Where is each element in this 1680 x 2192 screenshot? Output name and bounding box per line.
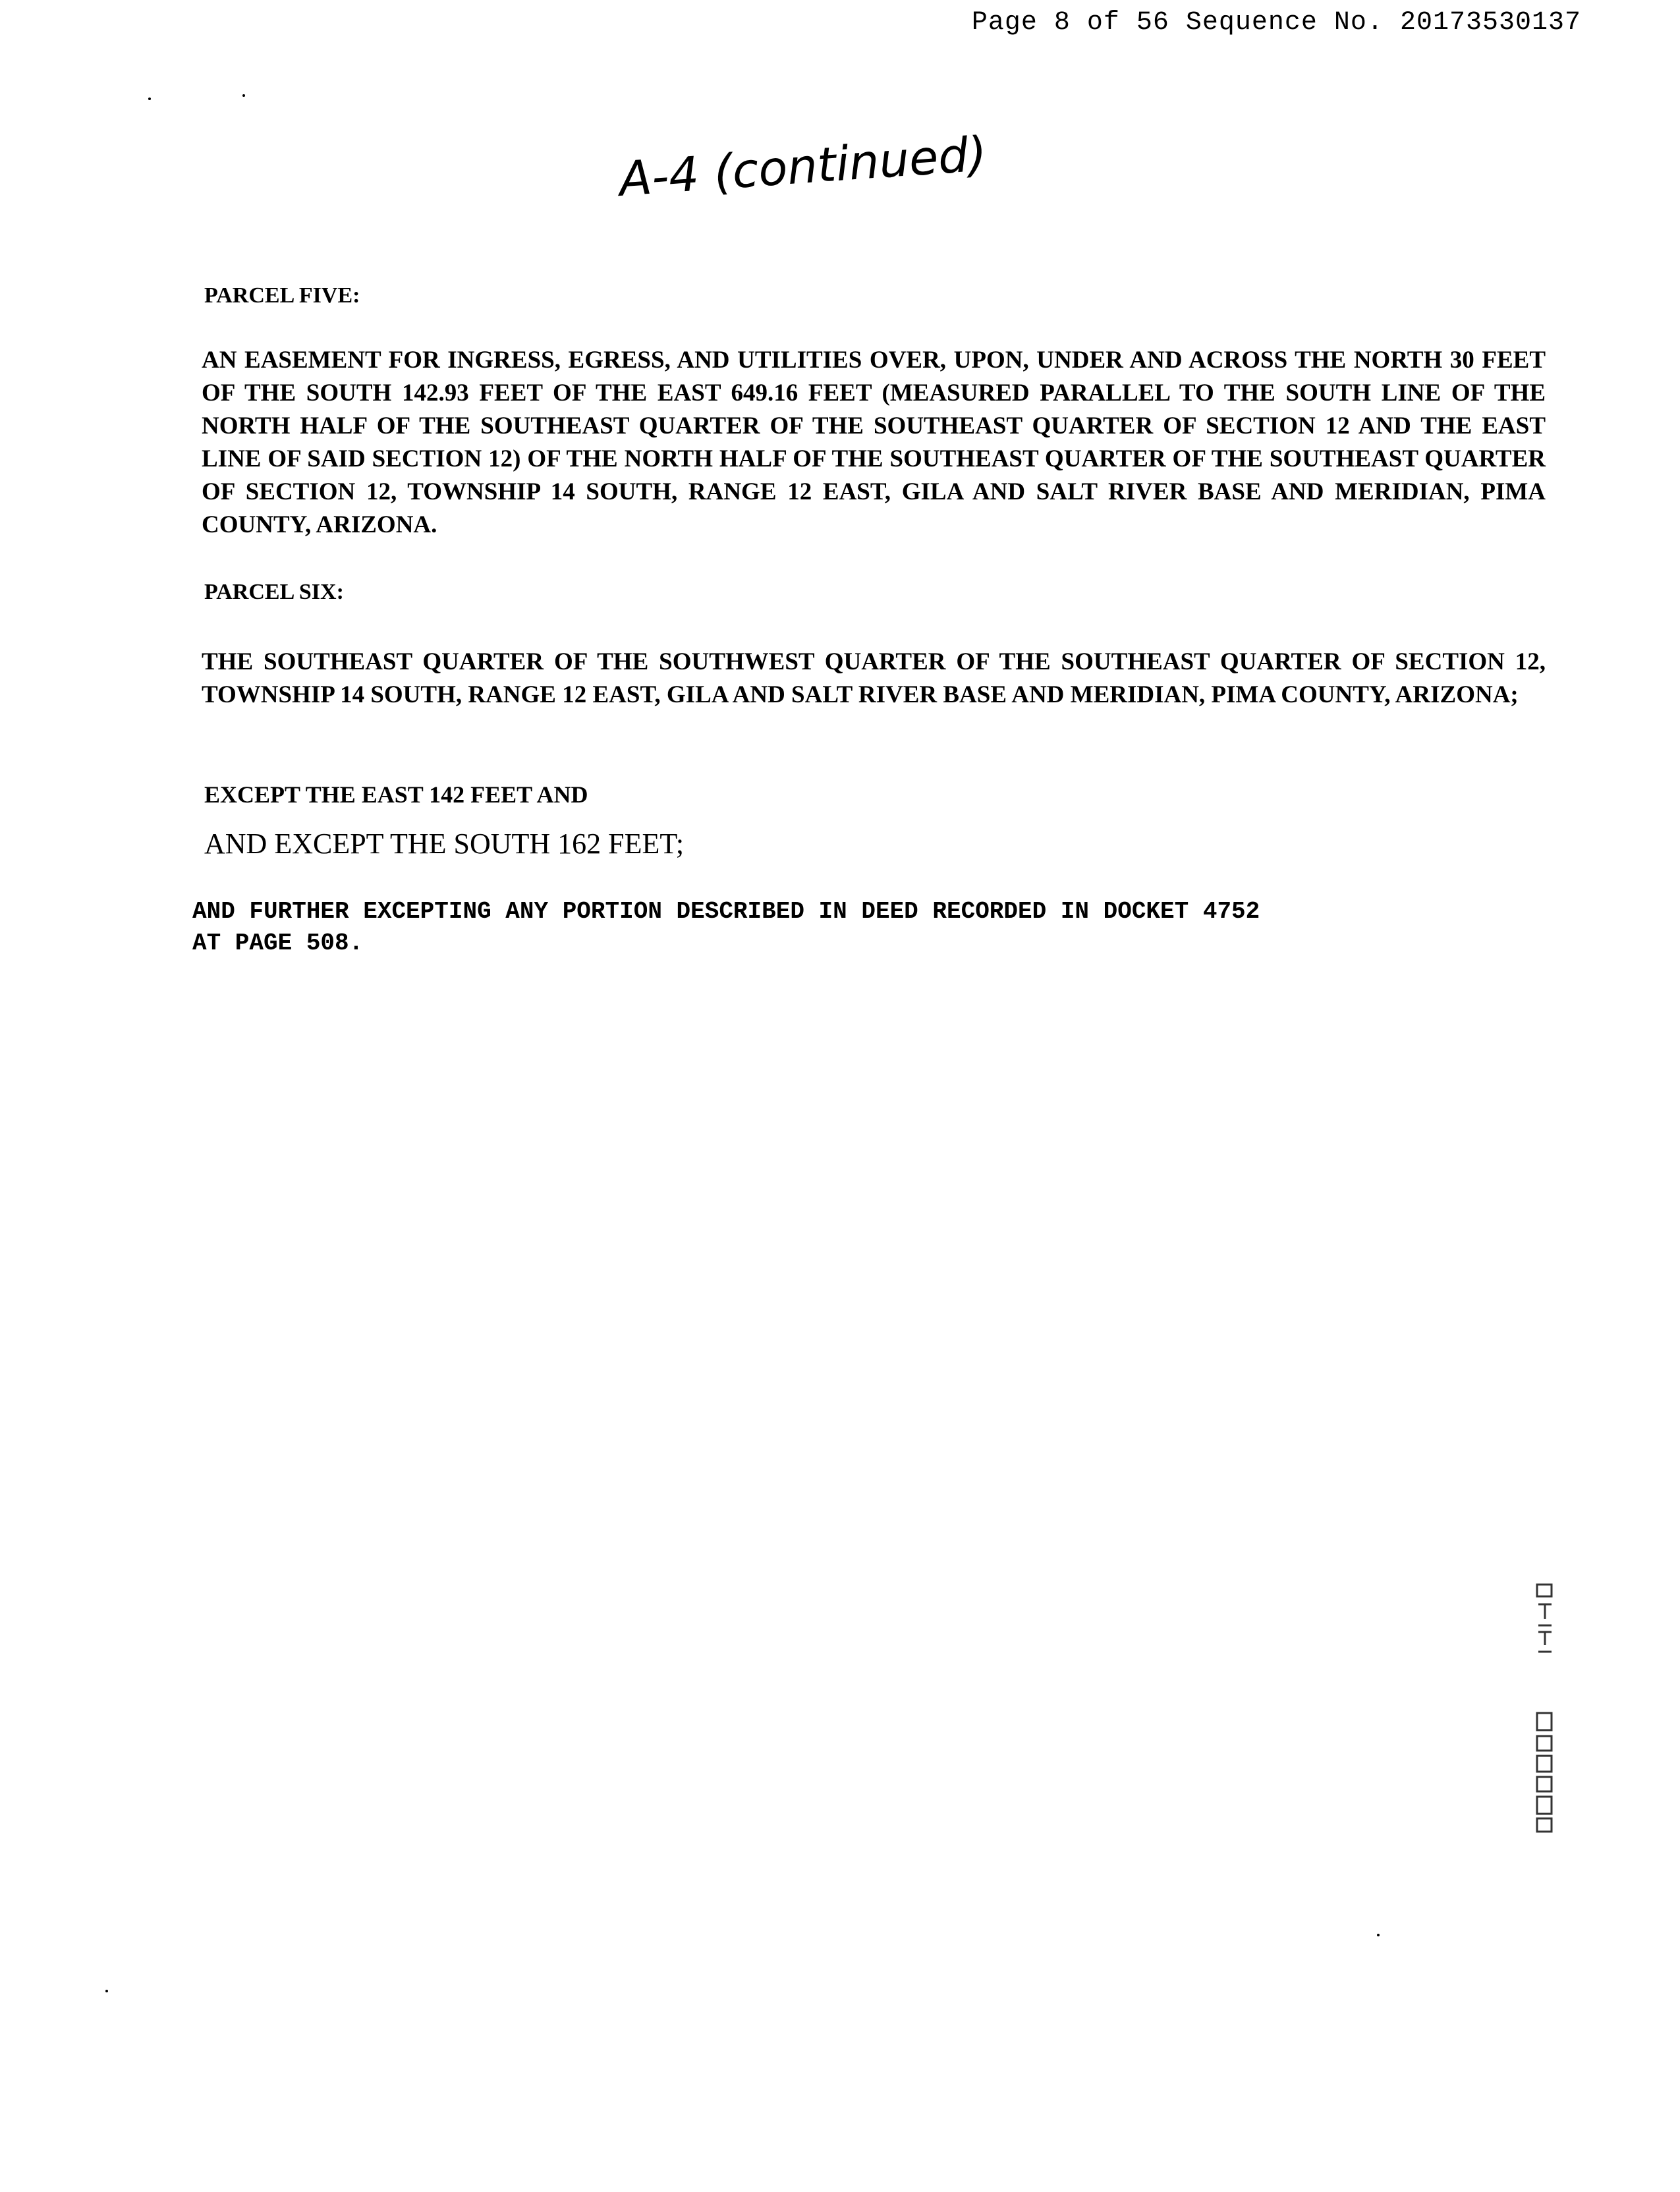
parcel-six-further-excepting: AND FURTHER EXCEPTING ANY PORTION DESCRIBED IN DEED RECORDED IN DOCKET 4752 AT PAGE 508.	[192, 898, 1260, 957]
parcel-six-except-south: AND EXCEPT THE SOUTH 162 FEET;	[204, 828, 685, 860]
parcel-five-heading: PARCEL FIVE:	[204, 283, 360, 308]
vertical-recording-stamp-icon	[1532, 1578, 1558, 1835]
handwritten-annotation: A-4 (continued)	[617, 126, 989, 207]
scan-speck	[148, 98, 151, 100]
scan-speck	[105, 1990, 108, 1992]
scan-speck	[1377, 1934, 1380, 1936]
parcel-six-except-east: EXCEPT THE EAST 142 FEET AND	[204, 781, 588, 808]
parcel-six-description: THE SOUTHEAST QUARTER OF THE SOUTHWEST QUARTER OF THE SOUTHEAST QUARTER OF SECTION 12, TOWNSHIP 14 SOUTH, RANGE 12 EAST, GILA AND SALT RIVER BASE AND MERIDIAN, PIMA COUNTY, ARIZONA;	[202, 648, 1546, 708]
parcel-six-heading: PARCEL SIX:	[204, 580, 344, 604]
page-header-sequence: Page 8 of 56 Sequence No. 20173530137	[971, 8, 1581, 38]
parcel-five-description: AN EASEMENT FOR INGRESS, EGRESS, AND UTILITIES OVER, UPON, UNDER AND ACROSS THE NORTH 30 FEET OF THE SOUTH 142.93 FEET OF THE EAST 649.16 FEET (MEASURED PARALLEL TO THE SOUTH LINE OF THE NORTH HALF OF THE SOUTHEAST QUARTER OF THE SOUTHEAST QUARTER OF SECTION 12 AND THE EAST LINE OF SAID SECTION 12) OF THE NORTH HALF OF THE SOUTHEAST QUARTER OF THE SOUTHEAST QUARTER OF SECTION 12, TOWNSHIP 14 SOUTH, RANGE 12 EAST, GILA AND SALT RIVER BASE AND MERIDIAN, PIMA COUNTY, ARIZONA.	[202, 347, 1546, 538]
scan-speck	[242, 94, 245, 97]
